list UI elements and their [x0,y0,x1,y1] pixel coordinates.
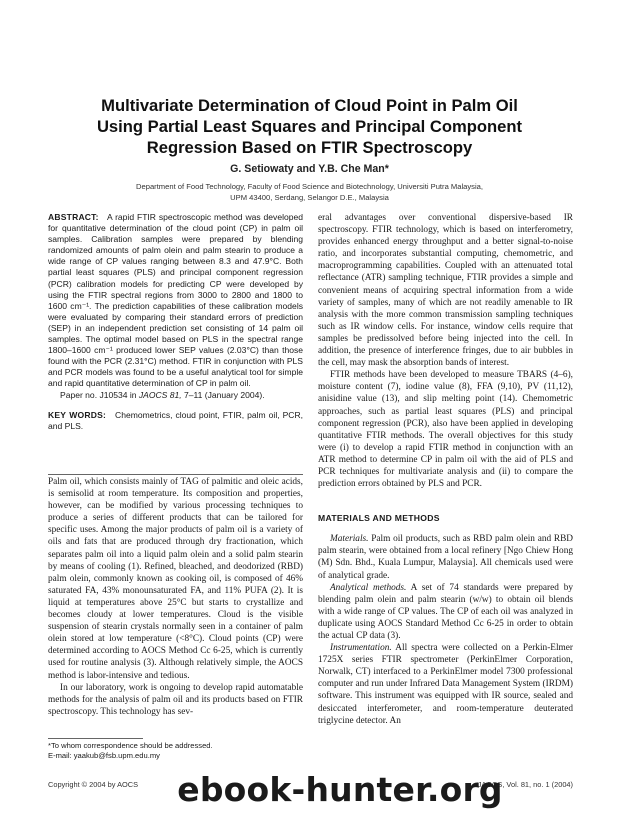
affiliation [40,181,579,203]
affiliation-line-2: UPM 43400, Serdang, Selangor D.E., Malaysia [230,193,389,202]
intro-paragraph-3: eral advantages over conventional dispersive-based IR spectroscopy. FTIR technology, which is based on interferometry, provides enhanced energy throughput and a better signal-to-noise ratio, and incorporates substantial computing, chemometric, and macroprogramming capabilities. Coupled with an attenuated total reflectance (ATR) sampling technique, FTIR provides a simple and convenient means of acquiring spectral information from a wide variety of samples, many of which are not readily amenable to IR analysis with the more common transmission sampling techniques such as IR window cells. For instance, window cells require that samples be predissolved before being injected into the cell. In addition, the presence of interference fringes, due to air bubbles in the cell, may mask the absorption bands of interest. [318,213,573,369]
abstract-divider [48,474,303,475]
instrument-text: All spectra were collected on a Perkin-Elmer 1725X series FTIR spectrometer (PerkinElmer Corporation, Norwalk, CT) interfaced to a PerkinElmer model 7300 professional computer and run under Infrared Data Management System (IRDM) software. This instrument was equipped with IR source, sealed and desiccated interferometer, and room-temperature deuterated triglycine detector. An [318,643,574,726]
footnote [48,741,303,761]
footnote-correspondence: *To whom correspondence should be addressed. [48,741,213,750]
footnote-email: E-mail: yaakub@fsb.upm.edu.my [48,751,160,760]
intro-paragraph-2: In our laboratory, work is ongoing to develop rapid automatable methods for the analysis of palm oil and its products based on FTIR spectroscopy. This technology has sev- [48,682,303,717]
right-column [318,212,573,727]
authors: G. Setiowaty and Y.B. Che Man* [230,163,389,175]
abstract [48,212,303,390]
intro-paragraph-4: FTIR methods have been developed to measure TBARS (4–6), moisture content (7), iodine value (8), FFA (9,10), PV (11,12), anisidine value (13), and slip melting point (14). Chemometric approaches, such as partial least squares (PLS) and principal component regression (PCR), also have been applied in developing quantitative FTIR methods. The overall objectives for this study were (i) to develop a rapid FTIR method in conjunction with an ATR method to determine CP in palm oil with the aid of PLS and PCR techniques for multivariate analysis and (ii) to compare the prediction errors obtained by PLS and PCR. [318,370,573,490]
abstract-label: ABSTRACT: [48,212,99,222]
journal-issue: JAOCS, Vol. 81, no. 1 (2004) [477,780,573,789]
journal-name: JAOCS 81, [138,389,182,400]
title-line-3: Regression Based on FTIR Spectroscopy [146,138,473,157]
left-column [48,212,303,432]
materials-label: Materials. [330,534,369,545]
paper-prefix: Paper no. J10534 in [60,389,137,400]
instrument-paragraph [318,642,573,727]
paper-suffix: 7–11 (January 2004). [184,389,265,400]
methods-heading: MATERIALS AND METHODS [318,513,440,524]
intro-paragraph-1: Palm oil, which consists mainly of TAG of palmitic and oleic acids, is semisolid at room temperature. Its composition and properties, however, can be modified by various processing techniques to produce a series of different products that can be tailored for specific uses. Among the major products of palm oil is a variety of oils and fats that are produced through dry fractionation, which separates palm oil into a liquid palm olein and a solid palm stearin by means of cooling (1). Refined, bleached, and deodorized (RBD) palm olein, commonly known as cooking oil, is composed of 46% saturated FA, 43% monounsaturated FA, and 11% PUFA (2). It is liquid at temperatures above 25°C but starts to crystallize and becomes cloudy at lower temperatures. Cloud is the visible suspension of stearin crystals normally seen in a container of palm olein stored at low temperature (<8°C). Cloud points (CP) were determined according to AOCS Method Cc 6-25, which is currently used for routine analysis (3). Although relatively simple, the AOCS method is labor-intensive and tedious. [48,477,303,681]
keywords-label: KEY WORDS: [48,409,107,420]
analytical-label: Analytical methods. [330,582,407,593]
intro-left-column [48,476,303,718]
paper-title [40,95,579,158]
paper-citation [48,390,303,401]
analytical-paragraph [318,582,573,642]
title-line-1: Multivariate Determination of Cloud Point in Palm Oil [101,96,518,115]
abstract-text: A rapid FTIR spectroscopic method was developed for quantitative determination of the cloud point (CP) in palm oil samples. Calibration samples were prepared by blending randomized amounts of palm olein and palm stearin to produce a wide range of CP values ranging between 8.3 and 47.9°C. Both partial least squares (PLS) and principal component regression (PCR) calibration models for predicting CP were developed by using the FTIR spectral regions from 3000 to 2800 and 1800 to 1600 cm⁻¹. The prediction capabilities of these calibration models were evaluated by comparing their standard errors of prediction (SEP) in an independent prediction set consisting of 14 palm oil samples. The optimal model based on PLS in the spectral range 1800–1600 cm⁻¹ produced lower SEP values (2.03°C) than those found with the PCR (2.31°C) method. FTIR in conjunction with PLS and PCR models was found to be a useful analytical tool for simple and rapid quantitative determination of CP in palm oil. [48,212,303,389]
keywords [48,410,303,432]
keywords-text: Chemometrics, cloud point, FTIR, palm oil, PCR, and PLS. [48,409,304,431]
copyright: Copyright © 2004 by AOCS [48,780,139,789]
title-line-2: Using Partial Least Squares and Principal Component [96,117,523,136]
watermark: ebook-hunter.org [177,770,503,809]
materials-paragraph [318,533,573,581]
footnote-divider [48,738,143,739]
instrument-label: Instrumentation. [330,643,392,654]
affiliation-line-1: Department of Food Technology, Faculty of Food Science and Biotechnology, Universiti Putra Malaysia, [136,182,483,191]
materials-text: Palm oil products, such as RBD palm olein and RBD palm stearin, were obtained from a local refinery [Ngo Chiew Hong (M) Sdn. Bhd., Kuala Lumpur, Malaysia]. All chemicals used were of analytical grade. [318,534,573,581]
analytical-text: A set of 74 standards were prepared by blending palm olein and palm stearin (w/w) to obtain oil blends with a wide range of CP values. The CP of each oil was analyzed in duplicate using AOCS Standard Method Cc 6-25 in order to obtain the actual CP data (3). [318,582,573,641]
